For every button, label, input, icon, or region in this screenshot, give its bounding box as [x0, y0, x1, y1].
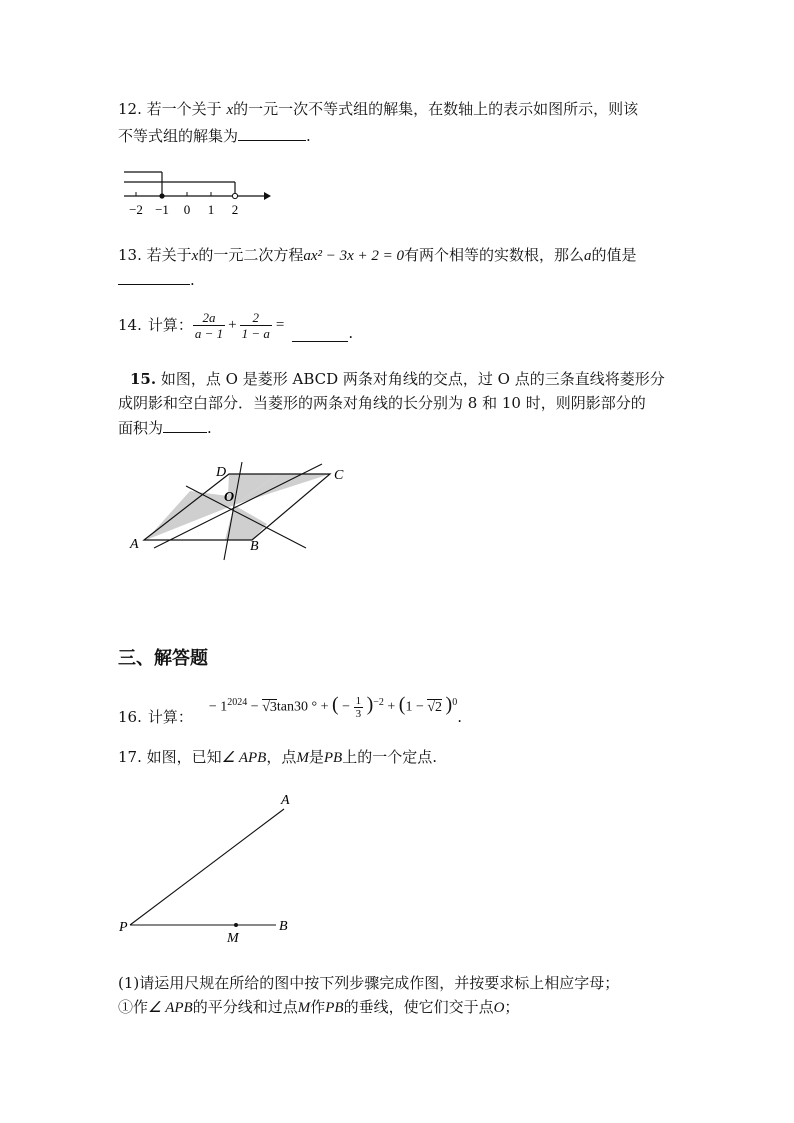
- q15-line2: [118, 392, 646, 414]
- q16-exp-0: 0: [452, 697, 458, 709]
- q14-frac2-num: 2: [240, 310, 272, 326]
- q13-line2: [118, 268, 195, 291]
- q14-label: 计算：: [147, 316, 193, 334]
- q12-text-1: 若一个关于: [146, 100, 222, 118]
- q17-step1-angle: ∠ APB: [148, 1000, 193, 1016]
- nl-label-3: 1: [207, 202, 215, 217]
- nl-label-2: 0: [183, 202, 191, 217]
- q15-line3: [118, 416, 212, 439]
- q15-period: .: [207, 419, 212, 437]
- q16-paren-close-1: ): [366, 693, 374, 716]
- q16-one-minus: 1 −: [405, 699, 424, 715]
- ray-PA: [130, 809, 284, 925]
- q16-label: 计算：: [147, 708, 193, 726]
- q14-period: .: [348, 324, 354, 342]
- q17-text-4: 上的一个定点.: [342, 748, 437, 766]
- label-C: C: [334, 468, 344, 483]
- q14-plus: +: [228, 317, 237, 333]
- q17-step1-end: ；: [504, 998, 520, 1016]
- label-B: B: [250, 539, 259, 554]
- label-O: O: [224, 490, 235, 505]
- q13-text-4: 的值是: [591, 246, 637, 264]
- label-M: M: [227, 931, 239, 946]
- section-title: 三、解答题: [118, 648, 208, 669]
- q14-fraction-1: [193, 310, 225, 341]
- q16-neg-sign: −: [342, 699, 351, 715]
- q16-exp-neg2: −2: [373, 697, 384, 709]
- q16-paren-open-1: (: [331, 693, 339, 716]
- q16-sqrt2: √2: [427, 699, 443, 715]
- q16-paren-close-2: ): [445, 693, 453, 716]
- q14-number: 14.: [118, 316, 142, 334]
- q17-step1-M: M: [297, 1000, 311, 1016]
- q16-fraction: [354, 695, 364, 720]
- q14-frac1-num: 2a: [193, 310, 225, 326]
- q16-sqrt3-value: 3: [269, 699, 277, 715]
- q13-answer-blank[interactable]: [118, 268, 190, 285]
- q16-frac-num: 1: [355, 695, 362, 707]
- q17-var-M: M: [296, 750, 309, 766]
- q15-text-line3: 面积为: [118, 419, 164, 437]
- q13-equation: ax² − 3x + 2 = 0: [303, 248, 405, 264]
- q17-line1: [118, 746, 437, 769]
- open-dot-icon: [232, 193, 237, 198]
- q16-number: 16.: [118, 708, 142, 726]
- q13-line1: [118, 244, 637, 267]
- q13-text-2: 的一元二次方程: [198, 246, 304, 264]
- q12-text-line2: 不等式组的解集为: [118, 127, 239, 145]
- label-D: D: [216, 465, 227, 480]
- q12-text-2: 的一元一次不等式组的解集，在数轴上的表示如图所示，则该: [233, 100, 639, 118]
- q12-answer-blank[interactable]: [238, 124, 306, 141]
- q16-exp-2024: 2024: [227, 697, 248, 709]
- q17-sub1: (1)请运用尺规在所给的图中按下列步骤完成作图，并按要求标上相应字母；: [118, 974, 620, 992]
- q16-sqrt2-value: 2: [435, 699, 443, 715]
- q16-paren-open-2: (: [398, 693, 406, 716]
- q13-number: 13.: [118, 246, 142, 264]
- label-P: P: [119, 920, 128, 935]
- q13-text-1: 若关于: [146, 246, 192, 264]
- q14-frac1-den: a − 1: [194, 325, 224, 341]
- q15-answer-blank[interactable]: [163, 416, 207, 433]
- q15-text-line2: 成阴影和空白部分．当菱形的两条对角线的长分别为 8 和 10 时，则阴影部分的: [118, 394, 646, 412]
- q12-number-line: [118, 162, 278, 222]
- q17-seg-PB: PB: [323, 750, 343, 766]
- q15-number: 15.: [130, 370, 157, 388]
- q17-text-2: ，点: [266, 748, 297, 766]
- nl-label-1: −1: [155, 202, 169, 217]
- q16-expression: [209, 692, 457, 720]
- q13-var-a: a: [584, 248, 592, 264]
- q17-step1-mid2: 作: [310, 998, 326, 1016]
- q12-line1: [118, 98, 638, 121]
- nl-label-4: 2: [231, 202, 239, 217]
- q13-var-x: x: [191, 248, 199, 264]
- q17-text-3: 是: [308, 748, 324, 766]
- q16-plus-1: +: [320, 699, 329, 715]
- label-A-17: A: [281, 793, 290, 808]
- solid-dot-icon: [159, 193, 164, 198]
- q16-neg-one: − 1: [208, 699, 228, 715]
- q16-period: .: [457, 708, 462, 726]
- label-A: A: [130, 537, 139, 552]
- q13-period: .: [190, 271, 195, 289]
- q16-frac-den: 3: [355, 708, 362, 720]
- point-M-icon: [234, 923, 238, 927]
- nl-label-0: −2: [129, 202, 143, 217]
- q17-number: 17.: [118, 748, 142, 766]
- q15-rhombus-figure: [124, 456, 364, 566]
- q12-period: .: [306, 127, 311, 145]
- q17-step1-O: O: [493, 1000, 505, 1016]
- label-B-17: B: [279, 919, 288, 934]
- q16-tan: tan30 °: [276, 699, 318, 715]
- q16-minus: −: [250, 699, 259, 715]
- q14-frac2-den: 1 − a: [241, 325, 270, 341]
- q17-step1-prefix: ①作: [118, 998, 149, 1016]
- q12-number: 12.: [118, 100, 142, 118]
- q13-text-3: 有两个相等的实数根，那么: [404, 246, 585, 264]
- q16-sqrt3: √3: [262, 699, 277, 715]
- q14-line: [118, 306, 353, 344]
- q17-angle: ∠ APB: [221, 750, 267, 766]
- q15-line1: [130, 368, 665, 390]
- q17-text-1: 如图，已知: [146, 748, 222, 766]
- q17-step1-mid1: 的平分线和过点: [192, 998, 298, 1016]
- q17-angle-figure: [116, 786, 316, 950]
- q16-line: [118, 694, 462, 728]
- q14-equals: =: [275, 317, 285, 333]
- q12-line2: [118, 124, 311, 147]
- q14-fraction-2: [240, 310, 272, 341]
- q17-step1: [118, 996, 519, 1019]
- q17-step1-PB: PB: [325, 1000, 344, 1016]
- q15-text-line1: 如图，点 O 是菱形 ABCD 两条对角线的交点，过 O 点的三条直线将菱形分: [160, 370, 665, 388]
- q12-var-x: x: [226, 102, 234, 118]
- q17-step1-mid3: 的垂线，使它们交于点: [343, 998, 494, 1016]
- q14-answer-blank[interactable]: [292, 325, 348, 342]
- q16-plus-2: +: [387, 699, 396, 715]
